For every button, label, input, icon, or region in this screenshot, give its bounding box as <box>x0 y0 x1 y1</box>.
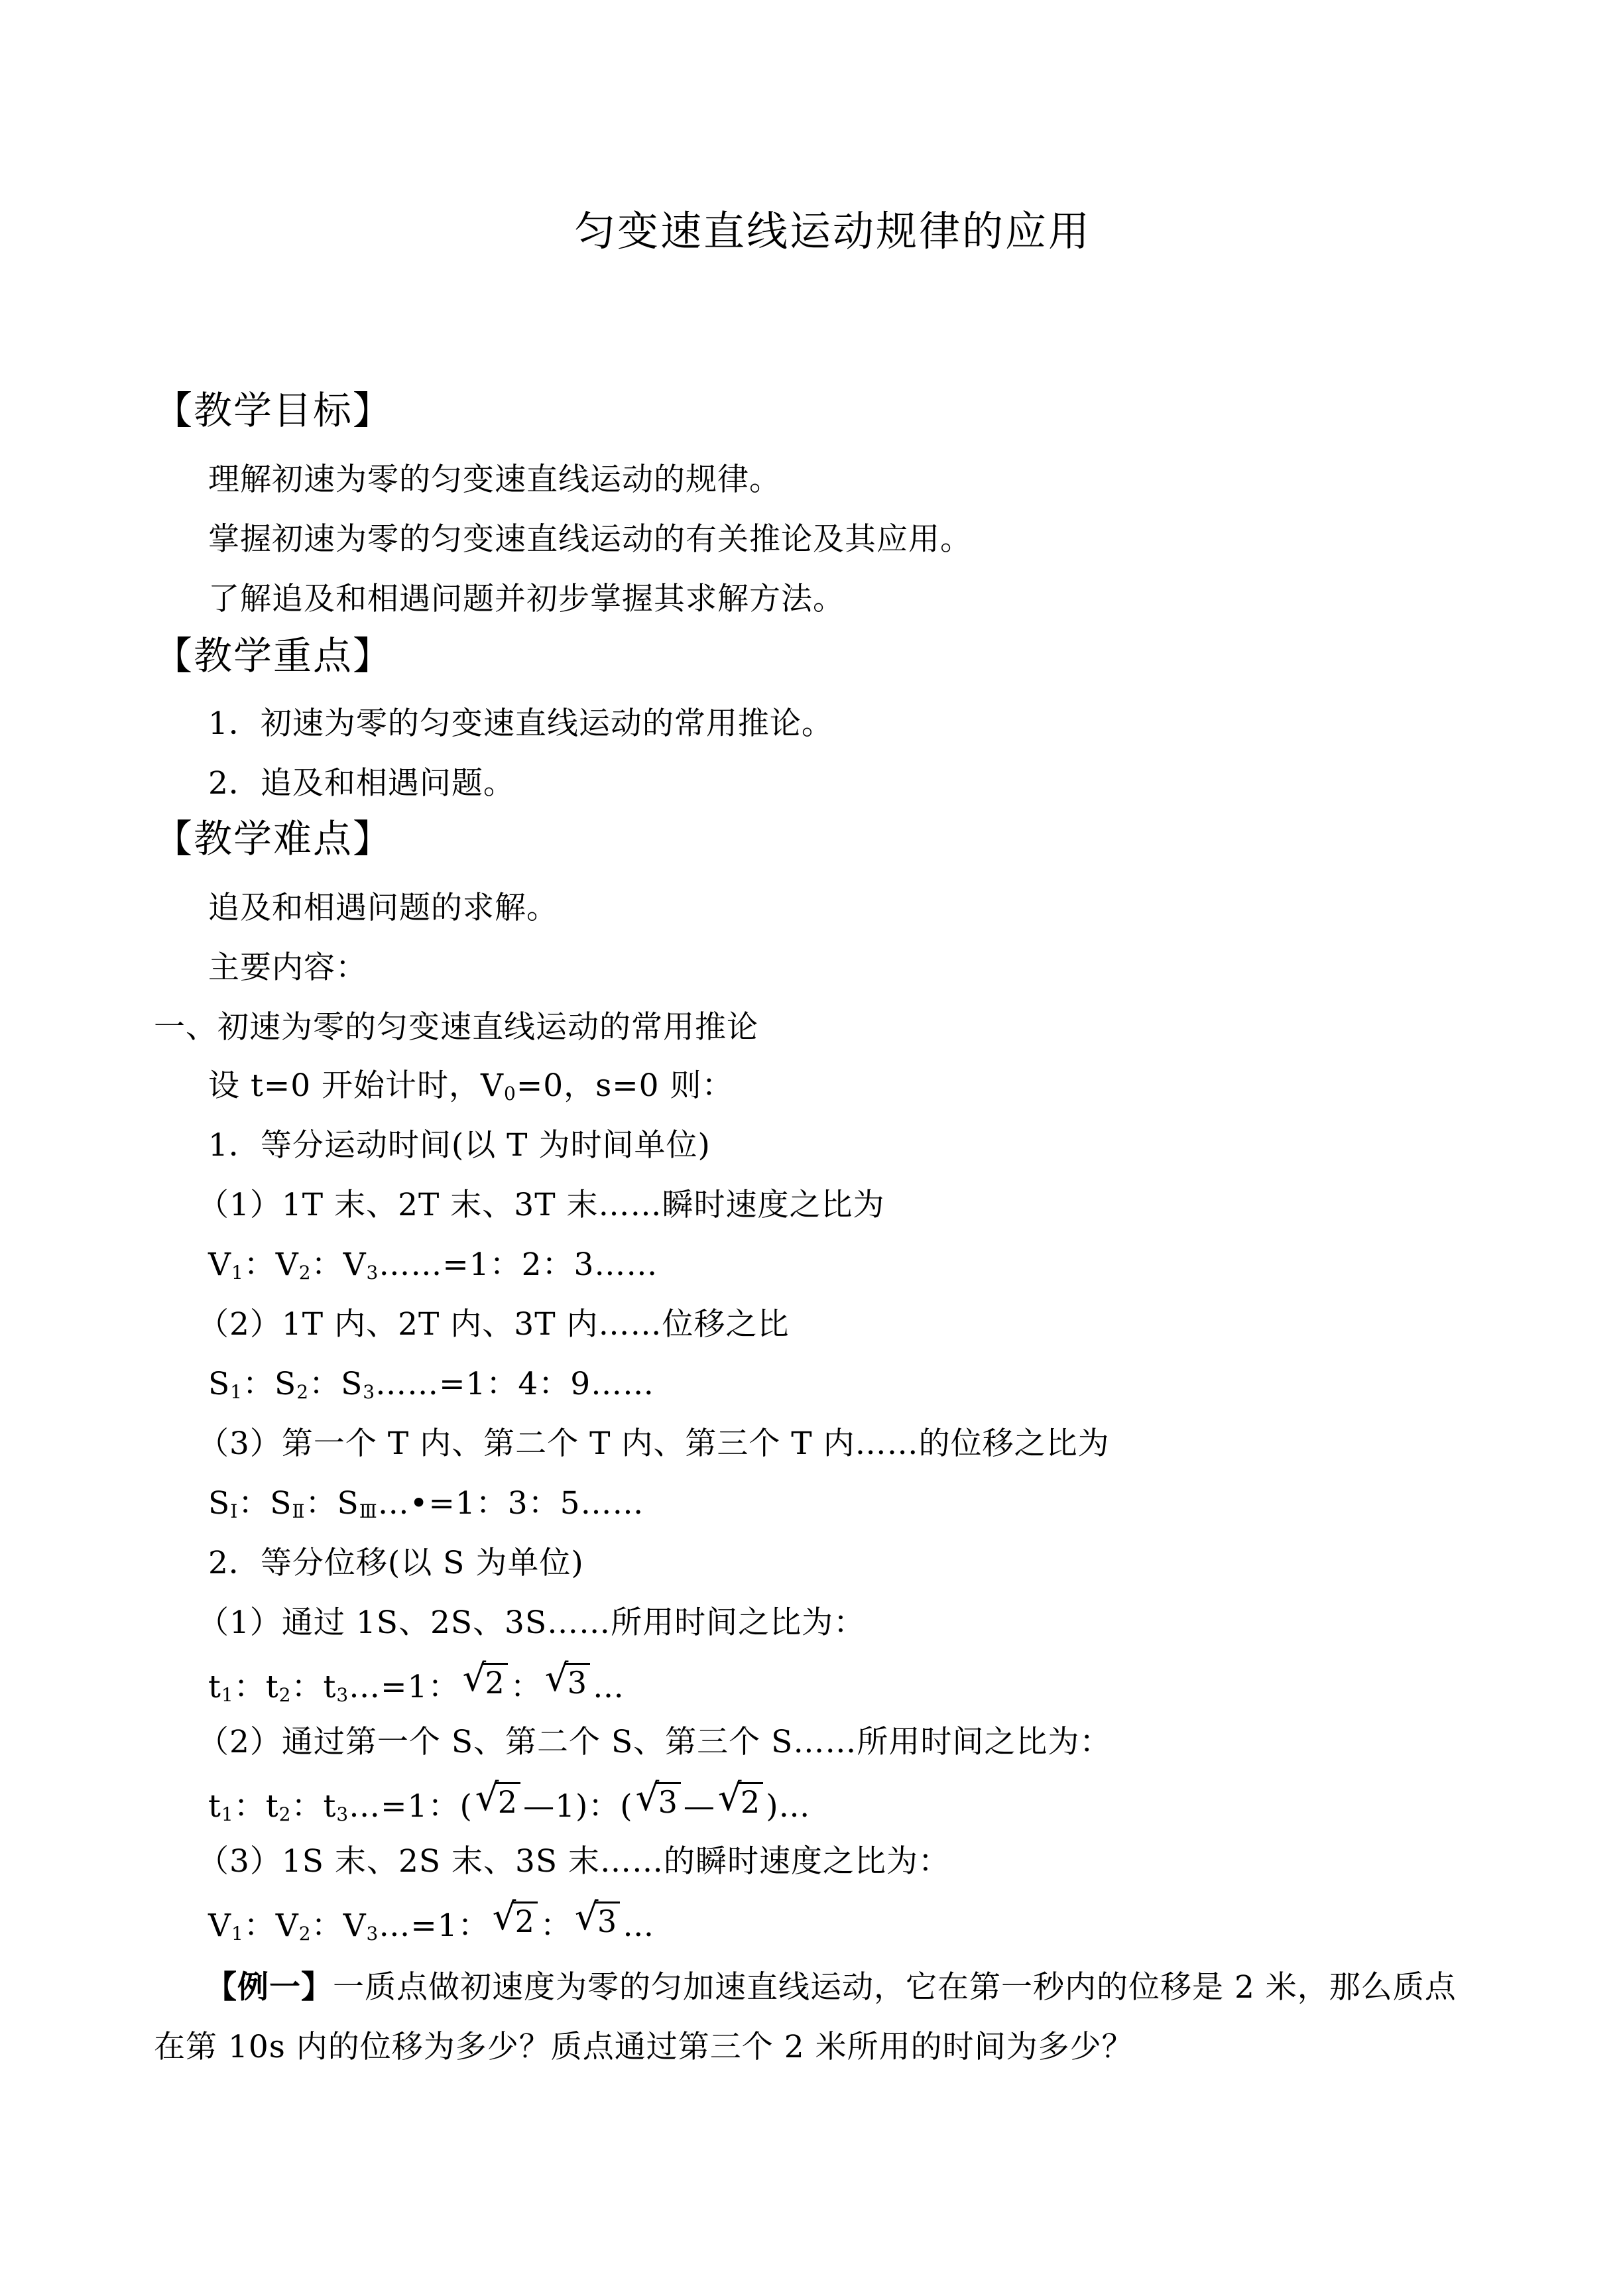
part1-heading: 一、初速为零的匀变速直线运动的常用推论 <box>154 1009 758 1046</box>
time-division-heading: 1．等分运动时间(以 T 为时间单位) <box>208 1127 711 1164</box>
time-item-label: （3）第一个 T 内、第二个 T 内、第三个 T 内……的位移之比为 <box>198 1425 1110 1462</box>
displacement-ratio-formula: $S_1$：$S_2$：$S_3\dots\dots=1$：4：9…… <box>208 1366 655 1403</box>
velocity-ratio-formula: $V_1$：$V_2$：$V_3\dots\dots=1$：2：3…… <box>208 1246 658 1284</box>
key-points-heading: 【教学重点】 <box>154 633 393 678</box>
sqrt-symbol: √ 3 <box>575 1905 620 1941</box>
difficulties-heading: 【教学难点】 <box>154 816 393 861</box>
key-point-item: 1．初速为零的匀变速直线运动的常用推论。 <box>208 705 833 742</box>
setup-line: 设 t=0 开始计时，$V_0=0$，s=0 则： <box>208 1067 734 1105</box>
interval-displacement-ratio-formula: $S_Ⅰ$：$S_Ⅱ$：$S_Ⅲ\dots•=1$：3：5…… <box>208 1485 644 1522</box>
objectives-heading: 【教学目标】 <box>154 388 393 433</box>
sqrt-symbol: √ 2 <box>493 1905 538 1941</box>
objective-item: 理解初速为零的匀变速直线运动的规律。 <box>208 461 781 498</box>
time-ratio-formula: $t_1$：$t_2$：$t_3\dots=1$： √ 2 ： √ 3 … <box>208 1657 625 1706</box>
page-title: 匀变速直线运动规律的应用 <box>574 207 1092 255</box>
disp-item-label: （3）1S 末、2S 末、3S 末……的瞬时速度之比为： <box>198 1843 951 1880</box>
interval-time-ratio-formula: $t_1$：$t_2$：$t_3\dots=1$：( √ 2 —1)：( √ 3 — √ 2 )… <box>208 1776 811 1825</box>
example-tag: 【例一】 <box>206 1969 333 2006</box>
sqrt-symbol: √ 2 <box>462 1667 507 1703</box>
time-item-label: （2）1T 内、2T 内、3T 内……位移之比 <box>198 1306 790 1343</box>
difficulty-item: 追及和相遇问题的求解。 <box>208 890 558 926</box>
example-line-2: 在第 10s 内的位移为多少？质点通过第三个 2 米所用的时间为多少？ <box>154 2029 1134 2065</box>
displacement-division-heading: 2．等分位移(以 S 为单位) <box>208 1545 584 1581</box>
sqrt-symbol: √ 3 <box>636 1786 681 1822</box>
key-point-item: 2．追及和相遇问题。 <box>208 765 515 802</box>
example-line-1: 【例一】一质点做初速度为零的匀加速直线运动，它在第一秒内的位移是 2 米，那么质点 <box>206 1969 1457 2006</box>
time-item-label: （1）1T 末、2T 末、3T 末……瞬时速度之比为 <box>198 1187 885 1223</box>
sqrt-symbol: √ 3 <box>545 1667 590 1703</box>
objective-item: 了解追及和相遇问题并初步掌握其求解方法。 <box>208 581 845 617</box>
sqrt-symbol: √ 2 <box>718 1786 763 1822</box>
main-content-label: 主要内容： <box>208 949 367 986</box>
objective-item: 掌握初速为零的匀变速直线运动的有关推论及其应用。 <box>208 521 972 558</box>
speed-ratio-formula: $V_1$：$V_2$：$V_3\dots=1$： √ 2 ： √ 3 … <box>208 1896 655 1945</box>
sqrt-symbol: √ 2 <box>475 1786 520 1822</box>
disp-item-label: （2）通过第一个 S、第二个 S、第三个 S……所用时间之比为： <box>198 1724 1112 1760</box>
disp-item-label: （1）通过 1S、2S、3S……所用时间之比为： <box>198 1604 866 1641</box>
